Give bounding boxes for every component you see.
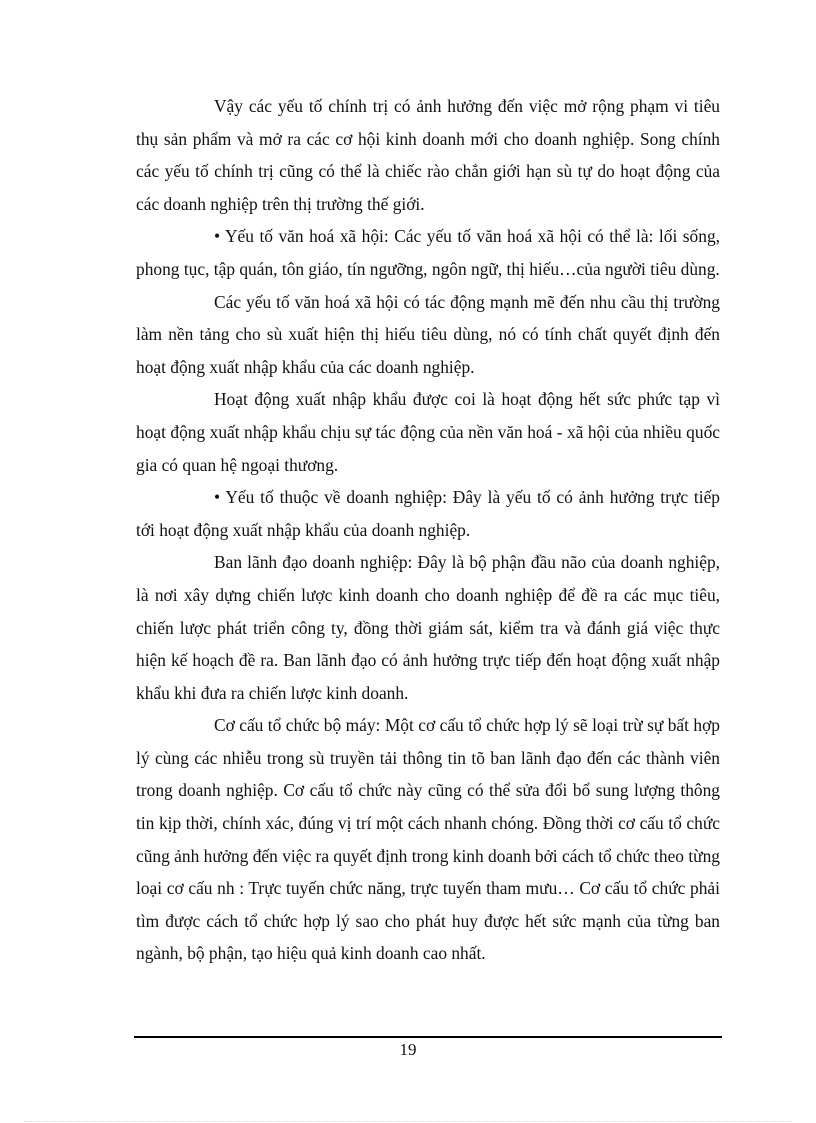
paragraph-organization-structure: Cơ cấu tổ chức bộ máy: Một cơ cấu tổ chức hợp lý sẽ loại trừ sự bất hợp lý cùng các nhiễu trong sù truyền tải thông tin tõ ban lãnh đạo đến các thành viên trong doanh nghiệp. Cơ cấu tổ chức này cũng có thể sửa đổi bổ sung lượng thông tin kịp thời, chính xác, đúng vị trí một cách nhanh chóng. Đồng thời cơ cấu tổ chức cũng ảnh hưởng đến việc ra quyết định trong kinh doanh bởi cách tổ chức theo từng loại cơ cấu nh : Trực tuyến chức năng, trực tuyến tham mưu… Cơ cấu tổ chức phải tìm được cách tổ chức hợp lý sao cho phát huy được hết sức mạnh của từng ban ngành, bộ phận, tạo hiệu quả kinh doanh cao nhất. — [136, 715, 720, 964]
page-bottom-dotted-line — [24, 1121, 792, 1122]
page-number: 19 — [399, 1040, 417, 1059]
paragraph-enterprise-factors: • Yếu tố thuộc về doanh nghiệp: Đây là yếu tố có ảnh hưởng trực tiếp tới hoạt động xuất nhập khẩu của doanh nghiệp. — [136, 487, 720, 540]
body-text — [136, 90, 720, 970]
paragraph-cultural-social-factors: • Yếu tố văn hoá xã hội: Các yếu tố văn hoá xã hội có thể là: lối sống, phong tục, tập quán, tôn giáo, tín ngưỡng, ngôn ngữ, thị hiếu…của người tiêu dùng. — [136, 226, 720, 279]
paragraph-import-export-complexity: Hoạt động xuất nhập khẩu được coi là hoạt động hết sức phức tạp vì hoạt động xuất nhập khẩu chịu sự tác động của nền văn hoá - xã hội của nhiều quốc gia có quan hệ ngoại thương. — [136, 389, 720, 475]
paragraph-cultural-impact: Các yếu tố văn hoá xã hội có tác động mạnh mẽ đến nhu cầu thị trường làm nền tảng cho sù xuất hiện thị hiếu tiêu dùng, nó có tính chất quyết định đến hoạt động xuất nhập khẩu của các doanh nghiệp. — [136, 291, 720, 377]
paragraph-political-factors: Vậy các yếu tố chính trị có ảnh hưởng đến việc mở rộng phạm vi tiêu thụ sản phẩm và mở ra các cơ hội kinh doanh mới cho doanh nghiệp. Song chính các yếu tố chính trị cũng có thể là chiếc rào chắn giới hạn sù tự do hoạt động của các doanh nghiệp trên thị trường thế giới. — [136, 96, 720, 214]
paragraph-leadership: Ban lãnh đạo doanh nghiệp: Đây là bộ phận đầu não của doanh nghiệp, là nơi xây dựng chiến lược kinh doanh cho doanh nghiệp để đề ra các mục tiêu, chiến lược phát triển công ty, đồng thời giám sát, kiểm tra và đánh giá việc thực hiện kế hoạch đề ra. Ban lãnh đạo có ảnh hưởng trực tiếp đến hoạt động xuất nhập khẩu khi đưa ra chiến lược kinh doanh. — [136, 552, 720, 703]
footer-divider — [134, 1036, 722, 1038]
